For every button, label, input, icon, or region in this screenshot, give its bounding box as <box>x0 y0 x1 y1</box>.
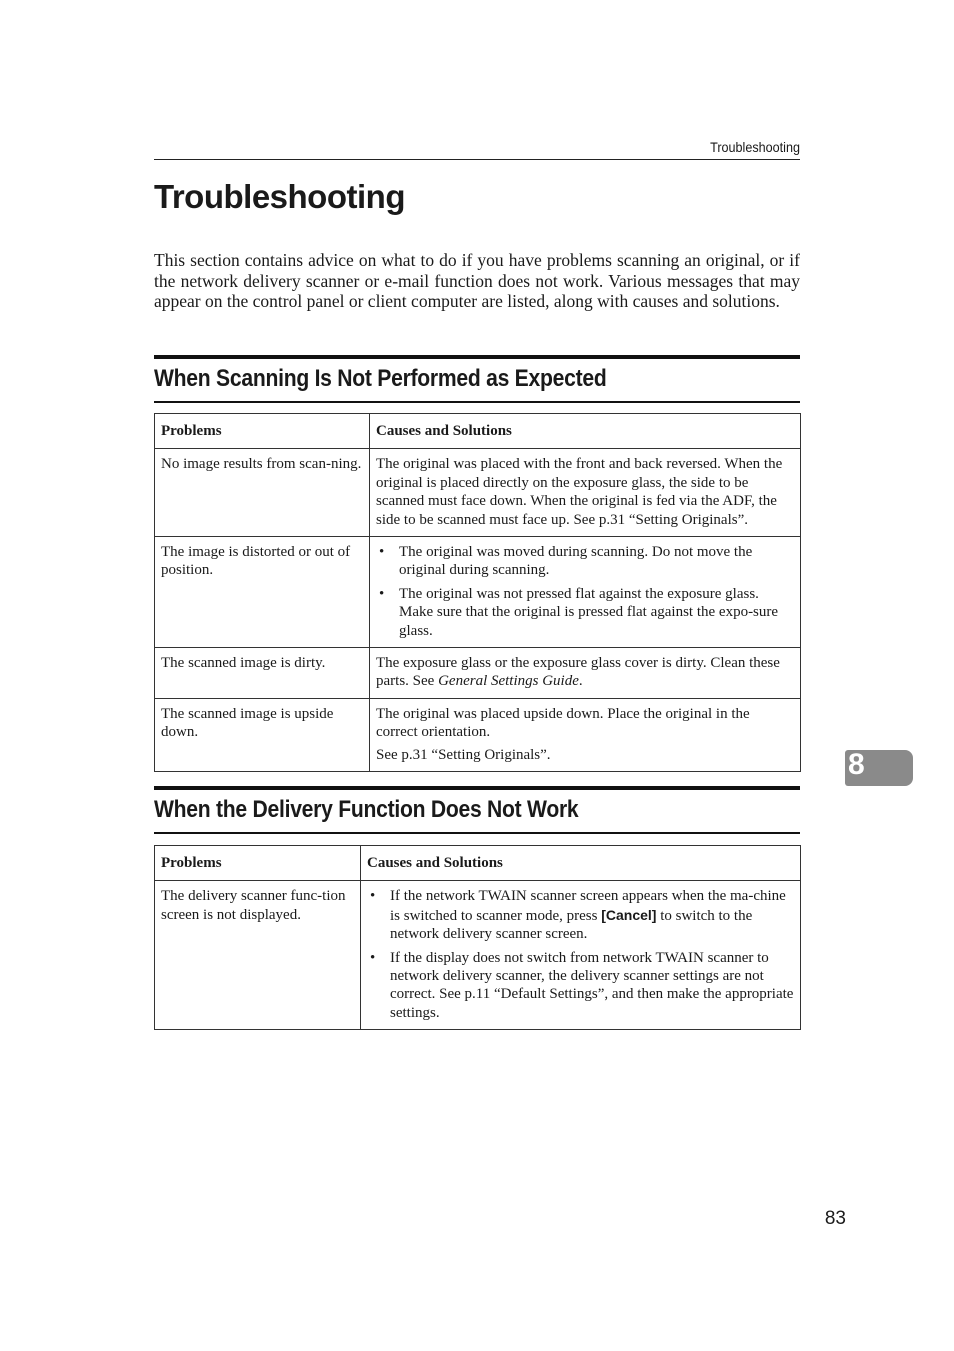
section2-title: When the Delivery Function Does Not Work <box>154 796 579 823</box>
table-row <box>155 537 801 648</box>
bullet-text-start: If the network TWAIN scanner screen appears when the ma-chine is switched to scanner mode, press <box>390 888 786 924</box>
solution-reference: See p.31 “Setting Originals”. <box>376 746 551 763</box>
solution-text-end: . <box>578 673 583 690</box>
solution-bullet-list <box>367 887 794 1022</box>
table-header-row <box>155 846 801 881</box>
bullet-text-end: to switch to the network delivery scanner screen. <box>390 907 753 943</box>
solution-cell <box>370 449 801 537</box>
column-header-problems: Problems <box>155 846 361 881</box>
problem-cell <box>155 698 370 771</box>
solution-text: The original was placed with the front and back reversed. When the original is placed directly on the exposure glass, the side to be scanned must face down. When the original is fed via the ADF, the side to be scanned must face up. See p.31 “Setting Originals”. <box>376 456 783 528</box>
section1-bottom-rule <box>154 401 800 403</box>
intro-paragraph: This section contains advice on what to do if you have problems scanning an original, or if the network delivery scanner or e-mail function does not work. Various messages that may appear on the control panel or client computer are listed, along with causes and solutions. <box>154 250 800 312</box>
chapter-number: 8 <box>848 748 865 781</box>
running-header: Troubleshooting <box>710 139 800 155</box>
solution-text-start: The exposure glass or the exposure glass cover is dirty. Clean these parts. See <box>376 655 780 690</box>
table-row <box>155 881 801 1030</box>
solution-bullet-list <box>376 543 794 640</box>
header-rule <box>154 159 800 160</box>
scanning-problems-table <box>154 413 801 772</box>
section1-top-rule <box>154 355 800 359</box>
problem-cell <box>155 648 370 699</box>
solution-bullet: • The original was not pressed flat against the exposure glass. Make sure that the original is pressed flat against the expo-sure glass. <box>376 585 794 640</box>
problem-text: No image results from scan-ning. <box>161 456 362 473</box>
column-header-causes: Causes and Solutions <box>370 414 801 449</box>
section1-title: When Scanning Is Not Performed as Expected <box>154 365 607 392</box>
guide-reference: General Settings Guide <box>438 673 579 690</box>
problem-text: The delivery scanner func-tion screen is not displayed. <box>161 888 346 923</box>
solution-cell <box>361 881 801 1030</box>
problem-text: The scanned image is dirty. <box>161 655 326 672</box>
delivery-problems-table <box>154 845 801 1030</box>
table-row <box>155 648 801 699</box>
solution-text <box>376 654 794 691</box>
section2-top-rule <box>154 786 800 790</box>
solution-cell <box>370 698 801 771</box>
problem-text: The image is distorted or out of position. <box>161 544 351 579</box>
page-title: Troubleshooting <box>154 178 405 215</box>
solution-bullet <box>367 887 794 943</box>
problem-cell <box>155 449 370 537</box>
solution-cell <box>370 648 801 699</box>
cancel-key-label: [Cancel] <box>601 906 657 923</box>
column-header-causes: Causes and Solutions <box>361 846 801 881</box>
solution-bullet: • The original was moved during scanning. Do not move the original during scanning. <box>376 543 794 580</box>
problem-cell <box>155 537 370 648</box>
table-row <box>155 449 801 537</box>
table-header-row <box>155 414 801 449</box>
page-number: 83 <box>824 1208 846 1229</box>
solution-cell <box>370 537 801 648</box>
solution-bullet: • If the display does not switch from network TWAIN scanner to network delivery scanner, the delivery scanner settings are not correct. See p.11 “Default Settings”, and then make the appropriate settings. <box>367 949 794 1023</box>
section2-bottom-rule <box>154 832 800 834</box>
problem-text: The scanned image is upside down. <box>161 705 334 741</box>
solution-text: The original was placed upside down. Place the original in the correct orientation. <box>376 705 750 741</box>
table-row <box>155 698 801 771</box>
column-header-problems: Problems <box>155 414 370 449</box>
problem-cell <box>155 881 361 1030</box>
